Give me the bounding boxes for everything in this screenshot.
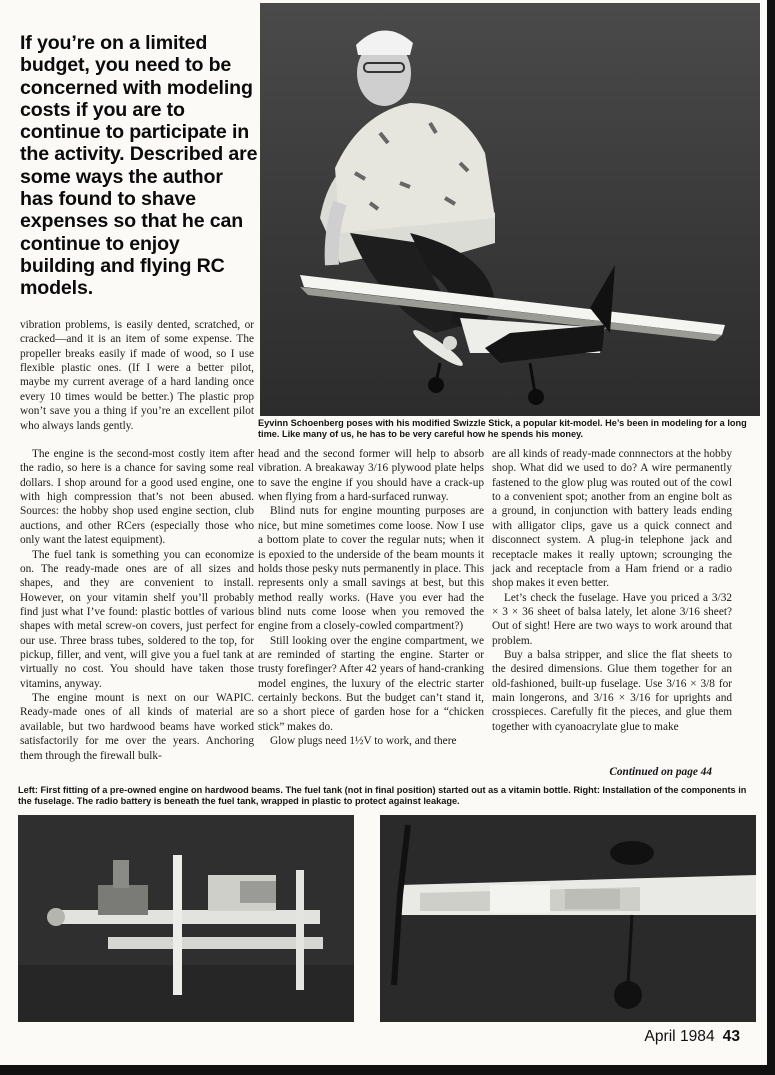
column-1 — [20, 447, 254, 763]
column-2 — [258, 447, 484, 749]
paragraph: Buy a balsa stripper, and slice the flat sheets to the desired dimensions. Glue them together for an old-fashioned, built-up fuselage. Use 3/16 × 3/8 for main longerons, and 3/16 × 3/16 for uprights and crosspieces. Carefully fit the pieces, and glue them together with cyanoacrylate glue to make — [492, 649, 732, 733]
fuselage-install-photo — [380, 815, 756, 1022]
paragraph: Still looking over the engine compartment, we are reminded of starting the engine. Starter or trusty forefinger? After 42 years of hand-cranking model engines, the luxury of the electric starter certainly beckons. But the budget can’t stand it, so a short piece of garden hose for a “chicken stick” makes do. — [258, 634, 484, 733]
continued-line: Continued on page 44 — [609, 766, 712, 778]
column-1-top — [20, 318, 254, 433]
engine-mount-photo — [18, 815, 354, 1022]
paragraph: The engine is the second-most costly item after the radio, so here is a chance for saving some real dollars. I shop around for a good used engine, one with high compression that’s not been abused. Sources: the hobby shop used engine section, club auctions, and other RCers (especially those who only want the latest equipment). — [20, 448, 254, 547]
paragraph: are all kinds of ready-made connnectors at the hobby shop. What did we used to do? A wire permanently fastened to the glow plug was routed out of the cowl to a convenient spot; another from an engine bolt as a ground, in conjunction with battery leads ending with alligator clips, gave us a quick connect and disconnect system. A plug-in telephone jack and receptacle makes it really uptown; scrounging the jack and receptacle from a Ham friend or a radio shop makes it even better. — [492, 448, 732, 590]
column-3 — [492, 447, 732, 734]
paragraph: The engine mount is next on our WAPIC. Ready-made ones of all kinds of material are available, but two hardwood beams have worked satisfactorily for me over the years. Anchoring them through the firewall bulk- — [20, 692, 254, 762]
issue-date: April 1984 — [644, 1028, 715, 1045]
paragraph: Glow plugs need 1½V to work, and there — [270, 735, 457, 748]
page-footer — [500, 1028, 740, 1046]
paragraph: Blind nuts for engine mounting purposes are nice, but mine sometimes come loose. Now I use a bottom plate to cover the regular nuts; when it is epoxied to the underside of the beam mounts it holds those pesky nuts permanently in place. This represents only a small savings at best, but this method really works. (Have you ever had the blind nuts come loose when you removed the engine from a closely-cowled compartment?) — [258, 505, 484, 633]
hero-caption: Eyvinn Schoenberg poses with his modified Swizzle Stick, a popular kit-model. He’s been in modeling for a long time. Like many of us, he has to be very careful how he spends his money. — [258, 418, 747, 440]
article-headline: If you’re on a limited budget, you need to be concerned with modeling costs if you are to continue to participate in the activity. Described are some ways the author has found to shave expenses so that he can continue to enjoy building and flying RC models. — [20, 32, 258, 300]
hero-photo — [260, 3, 760, 416]
paragraph: Let’s check the fuselage. Have you priced a 3/32 × 3 × 36 sheet of balsa lately, let alone 3/16 sheet? Out of sight! Here are two ways to work around that problem. — [492, 591, 732, 647]
page-number: 43 — [722, 1028, 740, 1045]
bottom-caption: Left: First fitting of a pre-owned engine on hardwood beams. The fuel tank (not in final position) started out as a vitamin bottle. Right: Installation of the components in the fuselage. The radio battery is beneath the fuel tank, wrapped in plastic to protect against leakage. — [18, 785, 747, 807]
paragraph: vibration problems, is easily dented, scratched, or cracked—and it is an item of some expense. The propeller breaks easily if made of wood, so I use flexible plastic ones. (If I were a better pilot, maybe my current average of a hard landing once every 10 times would be better.) The plastic prop won’t save you a thing if you’re an excellent pilot who always lands gently. — [20, 319, 254, 432]
paragraph: head and the second former will help to absorb vibration. A breakaway 3/16 plywood plate helps to save the engine if you should have a crack-up when flying from a hard-surfaced runway. — [258, 448, 484, 504]
paragraph: The fuel tank is something you can economize on. The ready-made ones are of all sizes and shapes, and they are convenient to install. However, on your vitamin shelf you’ll probably find just what I’ve found: plastic bottles of various shapes with metal screw-on covers, just perfect for our use. Three brass tubes, soldered to the top, for pickup, filler, and vent, will give you a fuel tank at virtually no cost. You should have taken those vitamins, anyway. — [20, 548, 254, 690]
